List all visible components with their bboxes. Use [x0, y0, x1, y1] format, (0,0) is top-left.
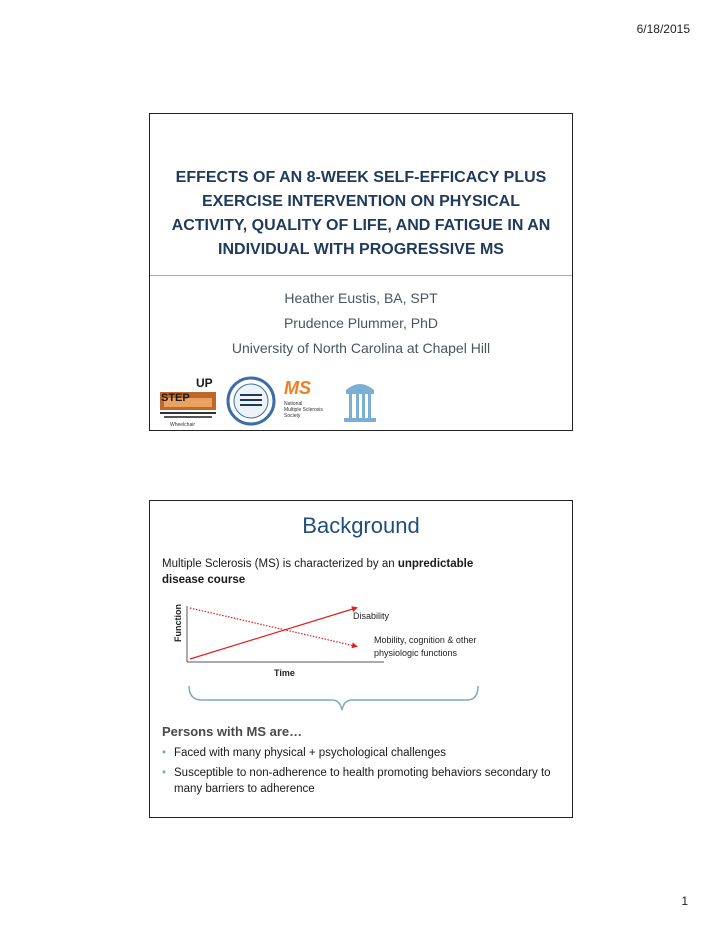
author-list: [150, 286, 572, 361]
title-slide: [149, 113, 573, 431]
step-up-main-text: STEP: [161, 392, 190, 404]
arrow-mobility: [351, 642, 358, 648]
series-line-mobility: [190, 608, 356, 646]
author-2: Prudence Plummer, PhD: [283, 315, 439, 331]
intro-plain: Multiple Sclerosis (MS) is characterized by an: [162, 558, 398, 570]
physical-therapy-seal: [226, 376, 276, 426]
bullet-item: • Faced with many physical + psychological challenges: [162, 747, 446, 759]
nmss-line-2: Multiple Sclerosis: [284, 407, 323, 413]
nmss-line-1: National: [284, 401, 303, 407]
nmss-line-3: Society: [284, 413, 301, 419]
x-axis-label: Time: [274, 668, 295, 678]
legend-disability: Disability: [353, 611, 390, 621]
divider: [150, 275, 572, 276]
background-slide: [149, 500, 573, 818]
affiliation: University of North Carolina at Chapel Hill: [231, 340, 491, 356]
subheading: Persons with MS are…: [162, 724, 303, 739]
unc-old-well-logo: [340, 376, 380, 426]
nmss-mark: MS: [284, 378, 311, 398]
step-up-top-text: UP: [196, 376, 213, 390]
page-date: 6/18/2015: [636, 22, 690, 36]
step-up-logo: [158, 374, 220, 430]
nmss-logo: [284, 378, 336, 419]
intro-bold-2: disease course: [162, 574, 246, 586]
function-time-chart: [162, 604, 562, 724]
intro-bold-1: unpredictable: [397, 558, 474, 570]
page-number: 1: [681, 894, 688, 908]
grouping-brace: [189, 686, 478, 710]
bullet-list: [162, 745, 558, 801]
series-line-disability: [190, 608, 356, 659]
y-axis-label: Function: [173, 604, 183, 642]
slide-title: Background: [302, 513, 420, 538]
legend-mobility-line-1: Mobility, cognition & other: [374, 635, 477, 645]
bullet-dot-icon: •: [162, 767, 167, 779]
slide-title: EFFECTS OF AN 8-WEEK SELF-EFFICACY PLUS EXERCISE INTERVENTION ON PHYSICAL ACTIVITY, QUALITY OF LIFE, AND FATIGUE IN AN INDIVIDUAL WITH PROGRESSIVE MS: [171, 169, 551, 258]
author-1: Heather Eustis, BA, SPT: [284, 290, 438, 306]
step-up-sub-text: Wheelchair: [170, 422, 196, 428]
bullet-item: • Susceptible to non-adherence to health promoting behaviors secondary to many barriers to adherence: [162, 767, 551, 795]
bullet-dot-icon: •: [162, 747, 167, 759]
logo-row: [158, 374, 358, 430]
legend-mobility-line-2: physiologic functions: [374, 648, 458, 658]
intro-text: [162, 556, 558, 588]
